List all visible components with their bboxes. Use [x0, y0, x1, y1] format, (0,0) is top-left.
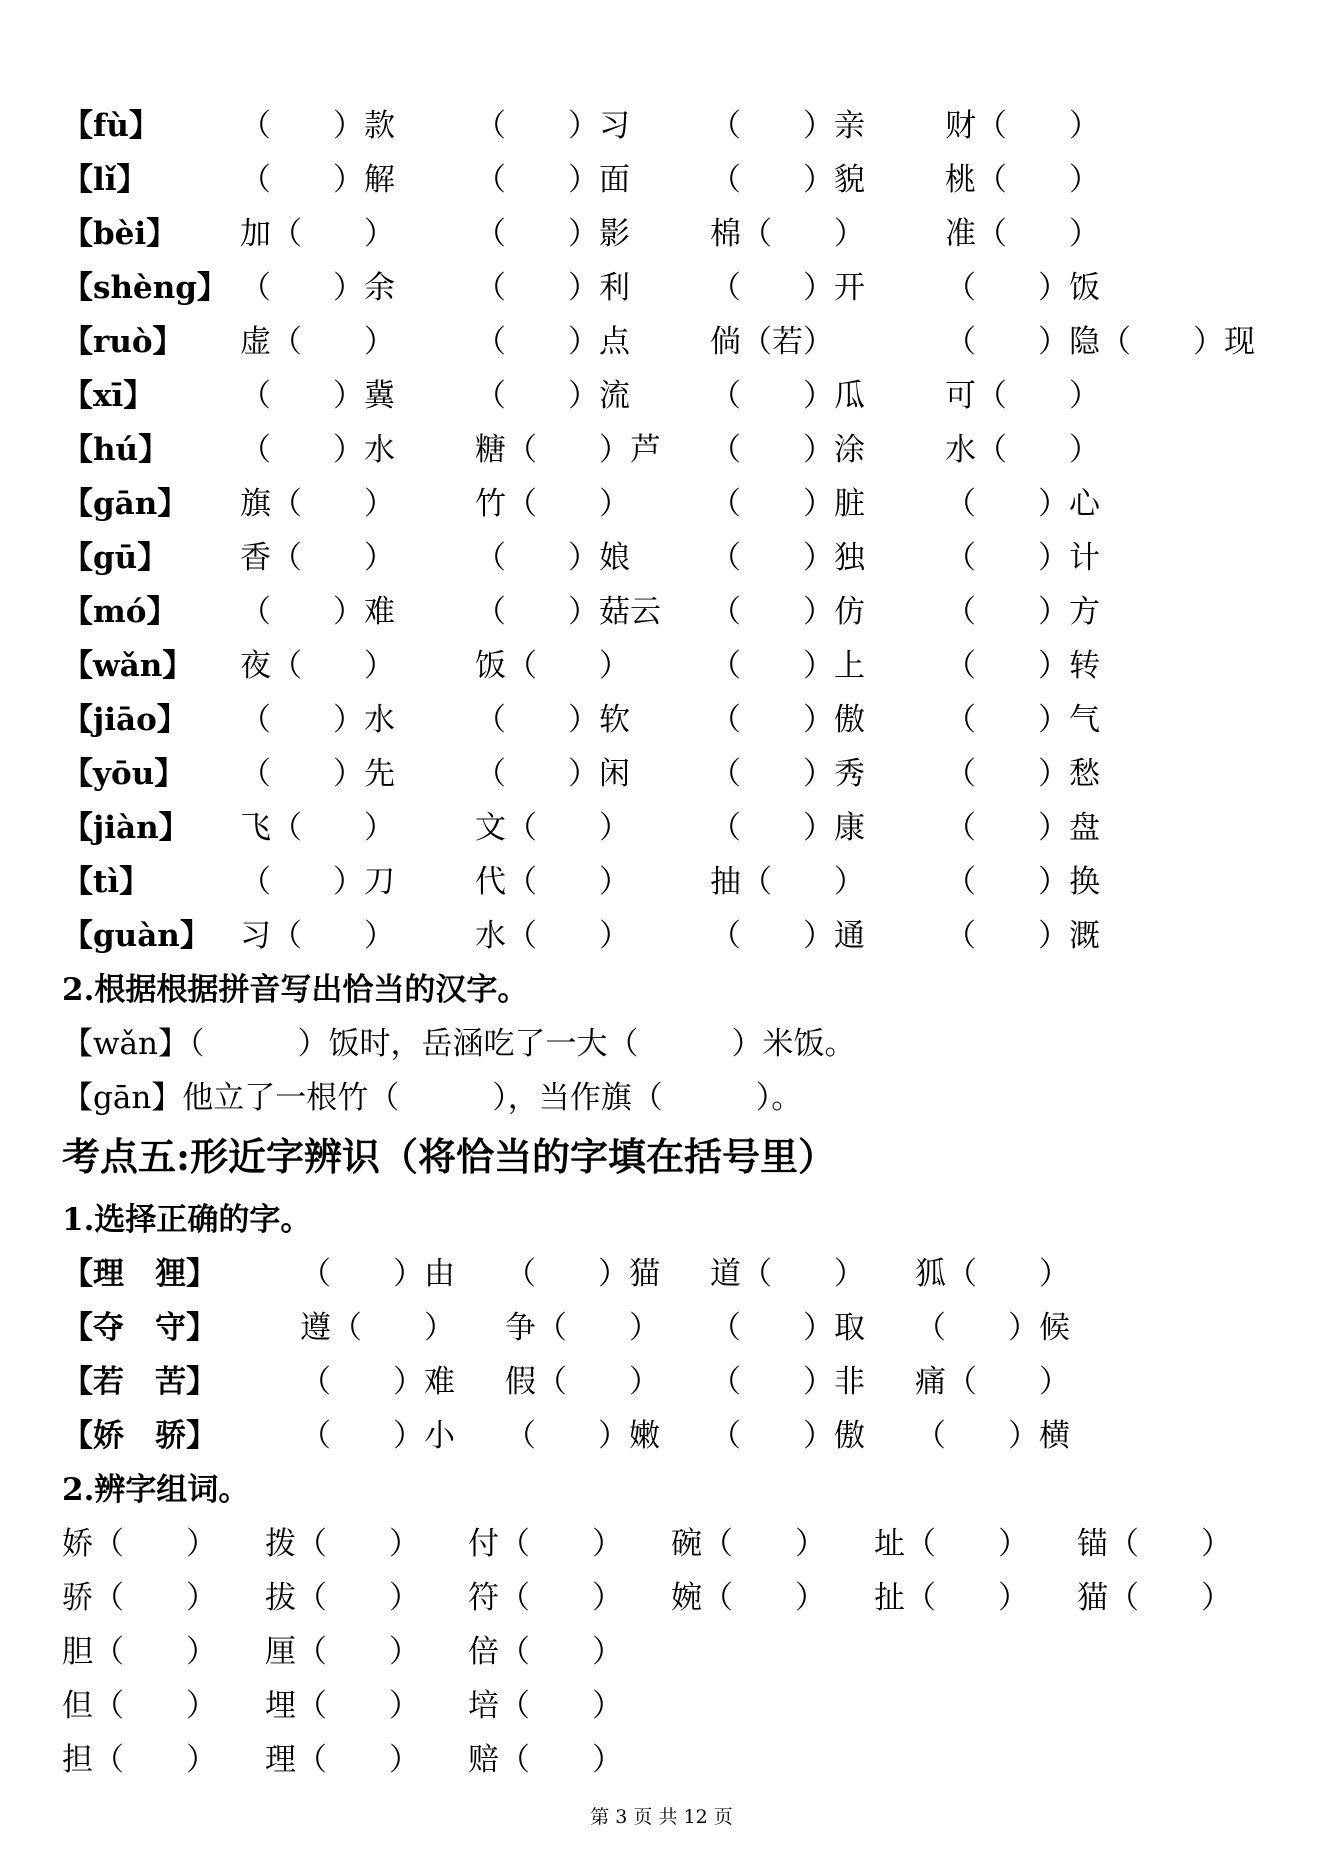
pinyin-row	[0, 639, 1323, 693]
word-blank: （ ）影	[475, 216, 630, 252]
word-blank: （ ）盘	[945, 810, 1100, 846]
word-blank: （ ）横	[915, 1418, 1070, 1454]
pinyin-label: 【shèng】	[62, 270, 228, 306]
word-blank: （ ）计	[945, 540, 1100, 576]
page-footer: 第 3 页 共 12 页	[590, 1806, 733, 1828]
word-blank: 文（ ）	[475, 810, 630, 846]
pinyin-row	[0, 801, 1323, 855]
pinyin-label: 【bèi】	[62, 216, 178, 252]
word-blank: （ ）习	[475, 108, 630, 144]
word-blank: （ ）刀	[240, 864, 395, 900]
pinyin-row	[0, 693, 1323, 747]
word-blank: 假（ ）	[505, 1364, 660, 1400]
word-blank: 址（ ）	[874, 1526, 1029, 1562]
pinyin-label: 【xī】	[62, 378, 155, 414]
word-blank: （ ）小	[300, 1418, 455, 1454]
word-blank: （ ）傲	[710, 1418, 865, 1454]
pinyin-label: 【wǎn】	[62, 648, 194, 684]
question-title: 2.根据根据拼音写出恰当的汉字。	[62, 972, 529, 1008]
word-blank: （ ）水	[240, 702, 395, 738]
word-blank: 香（ ）	[240, 540, 395, 576]
word-blank: 桃（ ）	[945, 162, 1100, 198]
pinyin-row	[0, 585, 1323, 639]
word-blank: （ ）换	[945, 864, 1100, 900]
word-blank: 婉（ ）	[671, 1580, 826, 1616]
word-blank: （ ）傲	[710, 702, 865, 738]
word-blank: （ ）难	[240, 594, 395, 630]
word-blank: 锚（ ）	[1077, 1526, 1232, 1562]
word-blank: （ ）解	[240, 162, 395, 198]
pinyin-label: 【ruò】	[62, 324, 184, 360]
choice-row	[0, 1247, 1323, 1301]
word-blank: 争（ ）	[505, 1310, 660, 1346]
word-blank: （ ）脏	[710, 486, 865, 522]
word-blank: （ ）貌	[710, 162, 865, 198]
choice-label: 【若 苦】	[62, 1364, 217, 1400]
word-blank: （ ）康	[710, 810, 865, 846]
pinyin-label: 【gū】	[62, 540, 169, 576]
pinyin-label: 【hú】	[62, 432, 170, 468]
word-blank: （ ）菇云	[475, 594, 661, 630]
word-blank: （ ）余	[240, 270, 395, 306]
word-blank: 倘（若）	[710, 324, 834, 360]
pinyin-label: 【tì】	[62, 864, 151, 900]
word-blank: 扯（ ）	[874, 1580, 1029, 1616]
pinyin-row	[0, 261, 1323, 315]
pinyin-row	[0, 909, 1323, 963]
word-blank: 棉（ ）	[710, 216, 865, 252]
word-blank: 胆（ ）	[62, 1634, 217, 1670]
word-blank: 赔（ ）	[468, 1742, 623, 1778]
word-blank: （ ）通	[710, 918, 865, 954]
pinyin-row	[0, 315, 1323, 369]
word-blank: （ ）难	[300, 1364, 455, 1400]
pinyin-row	[0, 369, 1323, 423]
word-blank: （ ）猫	[505, 1256, 660, 1292]
word-blank: （ ）仿	[710, 594, 865, 630]
choice-label: 【娇 骄】	[62, 1418, 217, 1454]
word-group-row	[0, 1733, 1323, 1787]
word-blank: 狐（ ）	[915, 1256, 1070, 1292]
word-blank: （ ）转	[945, 648, 1100, 684]
pinyin-row	[0, 153, 1323, 207]
word-blank: （ ）面	[475, 162, 630, 198]
word-blank: 糖（ ）芦	[475, 432, 661, 468]
word-blank: （ ）开	[710, 270, 865, 306]
question-title: 2.辨字组词。	[62, 1472, 250, 1508]
word-blank: 代（ ）	[475, 864, 630, 900]
pinyin-row	[0, 747, 1323, 801]
question-title: 1.选择正确的字。	[62, 1202, 312, 1238]
word-blank: （ ）瓜	[710, 378, 865, 414]
word-blank: （ ）饭	[945, 270, 1100, 306]
word-blank: （ ）由	[300, 1256, 455, 1292]
choice-row	[0, 1301, 1323, 1355]
word-blank: 碗（ ）	[671, 1526, 826, 1562]
word-blank: （ ）上	[710, 648, 865, 684]
word-blank: 水（ ）	[945, 432, 1100, 468]
word-blank: （ ）先	[240, 756, 395, 792]
word-blank: （ ）愁	[945, 756, 1100, 792]
pinyin-row	[0, 477, 1323, 531]
sentence-blank: 【wǎn】（ ）饭时，岳涵吃了一大（ ）米饭。	[62, 1026, 856, 1062]
word-blank: （ ）取	[710, 1310, 865, 1346]
pinyin-label: 【mó】	[62, 594, 178, 630]
word-blank: 担（ ）	[62, 1742, 217, 1778]
word-blank: 准（ ）	[945, 216, 1100, 252]
word-blank: （ ）方	[945, 594, 1100, 630]
word-blank: 理（ ）	[265, 1742, 420, 1778]
pinyin-row	[0, 423, 1323, 477]
word-blank: 虚（ ）	[240, 324, 395, 360]
choice-row	[0, 1409, 1323, 1463]
word-blank: （ ）非	[710, 1364, 865, 1400]
word-group-row	[0, 1625, 1323, 1679]
word-blank: 厘（ ）	[265, 1634, 420, 1670]
section-title: 考点五:形近字辨识（将恰当的字填在括号里）	[62, 1134, 837, 1179]
choice-label: 【理 狸】	[62, 1256, 217, 1292]
word-blank: （ ）溉	[945, 918, 1100, 954]
word-blank: 埋（ ）	[265, 1688, 420, 1724]
word-blank: 竹（ ）	[475, 486, 630, 522]
word-blank: 习（ ）	[240, 918, 395, 954]
word-blank: 猫（ ）	[1077, 1580, 1232, 1616]
word-blank: 飞（ ）	[240, 810, 395, 846]
word-blank: 夜（ ）	[240, 648, 395, 684]
pinyin-label: 【gān】	[62, 486, 189, 522]
word-blank: 道（ ）	[710, 1256, 865, 1292]
word-blank: （ ）利	[475, 270, 630, 306]
word-blank: 培（ ）	[468, 1688, 623, 1724]
word-blank: 骄（ ）	[62, 1580, 217, 1616]
pinyin-row	[0, 207, 1323, 261]
word-blank: 财（ ）	[945, 108, 1100, 144]
word-blank: （ ）心	[945, 486, 1100, 522]
pinyin-label: 【fù】	[62, 108, 160, 144]
word-blank: （ ）隐（ ）现	[945, 324, 1255, 360]
pinyin-label: 【yōu】	[62, 756, 186, 792]
word-blank: （ ）亲	[710, 108, 865, 144]
pinyin-row	[0, 99, 1323, 153]
word-blank: 饭（ ）	[475, 648, 630, 684]
pinyin-label: 【lǐ】	[62, 162, 148, 198]
word-blank: （ ）秀	[710, 756, 865, 792]
word-blank: （ ）款	[240, 108, 395, 144]
word-blank: （ ）软	[475, 702, 630, 738]
word-blank: 旗（ ）	[240, 486, 395, 522]
word-blank: （ ）娘	[475, 540, 630, 576]
word-group-row	[0, 1679, 1323, 1733]
word-blank: （ ）点	[475, 324, 630, 360]
word-group-row	[0, 1517, 1323, 1571]
word-blank: 可（ ）	[945, 378, 1100, 414]
word-blank: 但（ ）	[62, 1688, 217, 1724]
pinyin-row	[0, 855, 1323, 909]
word-blank: 拔（ ）	[265, 1580, 420, 1616]
pinyin-row	[0, 531, 1323, 585]
word-blank: （ ）冀	[240, 378, 395, 414]
word-blank: 倍（ ）	[468, 1634, 623, 1670]
word-blank: 水（ ）	[475, 918, 630, 954]
word-blank: （ ）气	[945, 702, 1100, 738]
word-blank: 符（ ）	[468, 1580, 623, 1616]
word-blank: （ ）候	[915, 1310, 1070, 1346]
word-blank: 抽（ ）	[710, 864, 865, 900]
word-blank: 加（ ）	[240, 216, 395, 252]
word-blank: （ ）闲	[475, 756, 630, 792]
choice-label: 【夺 守】	[62, 1310, 217, 1346]
word-blank: 付（ ）	[468, 1526, 623, 1562]
word-blank: （ ）独	[710, 540, 865, 576]
word-blank: （ ）涂	[710, 432, 865, 468]
word-blank: （ ）嫩	[505, 1418, 660, 1454]
pinyin-label: 【jiàn】	[62, 810, 190, 846]
choice-row	[0, 1355, 1323, 1409]
pinyin-label: 【guàn】	[62, 918, 211, 954]
word-blank: 娇（ ）	[62, 1526, 217, 1562]
pinyin-label: 【jiāo】	[62, 702, 188, 738]
sentence-blank: 【gān】他立了一根竹（ ），当作旗（ ）。	[62, 1080, 803, 1116]
word-blank: （ ）水	[240, 432, 395, 468]
word-blank: 遵（ ）	[300, 1310, 455, 1346]
word-blank: 痛（ ）	[915, 1364, 1070, 1400]
word-blank: 拨（ ）	[265, 1526, 420, 1562]
word-blank: （ ）流	[475, 378, 630, 414]
word-group-row	[0, 1571, 1323, 1625]
